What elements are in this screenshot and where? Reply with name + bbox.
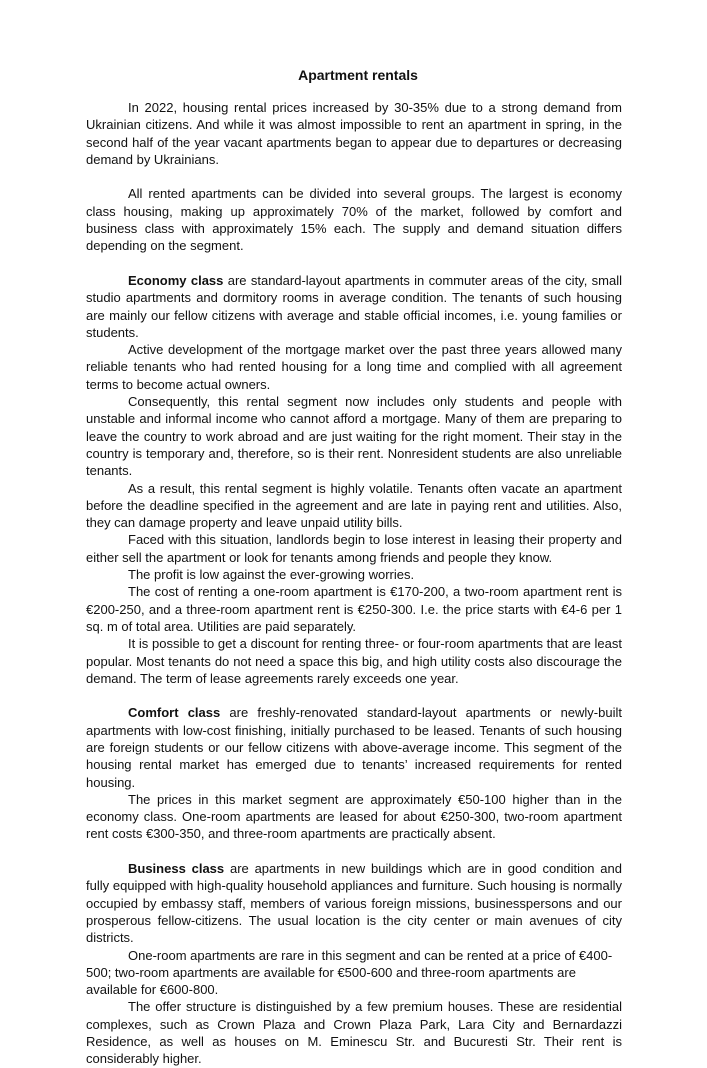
- business-paragraph-2: The offer structure is distinguished by a few premium houses. These are residential complexes, such as Crown Plaza and Crown Plaza Park, Lara City and Bernardazzi Residence, as well as houses on M. Eminescu Str. and Bucuresti Str. Their rent is considerably higher.: [86, 999, 622, 1067]
- comfort-class-heading: Comfort class: [128, 705, 221, 721]
- business-paragraph-1: One-room apartments are rare in this segment and can be rented at a price of €400-500; two-room apartments are available for €500-600 and three-room apartments are available for €600-800.: [86, 947, 613, 998]
- comfort-paragraph-1: The prices in this market segment are approximately €50-100 higher than in the economy class. One-room apartments are leased for about €250-300, two-room apartment rent costs €300-350, and three-room apartments are practically absent.: [86, 791, 622, 842]
- paragraph-gap: [86, 168, 622, 185]
- paragraph-gap: [86, 687, 622, 704]
- page-title: Apartment rentals: [298, 67, 418, 83]
- comfort-class-intro: [86, 704, 622, 790]
- economy-class-intro: [86, 272, 622, 341]
- comfort-class-lead: are freshly-renovated standard-layout apartments or newly-built apartments with low-cost finishing, initially purchased to be leased. Tenants of such housing are foreign students or our fellow citizens with above-average income. This segment of the housing rental market has emerged due to tenants’ increased requirements for rented housing.: [86, 705, 622, 790]
- business-class-heading: Business class: [128, 861, 225, 877]
- economy-paragraph-3: As a result, this rental segment is highly volatile. Tenants often vacate an apartment before the deadline specified in the agreement and are late in paying rent and utilities. Also, they can damage property and leave unpaid utility bills.: [86, 480, 622, 531]
- economy-class-heading: Economy class: [128, 272, 224, 288]
- economy-paragraph-4: Faced with this situation, landlords begin to lose interest in leasing their property and either sell the apartment or look for tenants among friends and people they know.: [86, 532, 622, 565]
- economy-paragraph-5: The profit is low against the ever-growing worries.: [128, 567, 415, 583]
- business-class-lead: are apartments in new buildings which are in good condition and fully equipped with high-quality household appliances and furniture. Such housing is normally occupied by embassy staff, members of various foreign missions, businesspersons and our prosperous fellow-citizens. The usual location is the city center or main avenues of city districts.: [86, 861, 622, 946]
- paragraph-gap: [86, 255, 622, 272]
- economy-paragraph-7: It is possible to get a discount for renting three- or four-room apartments that are least popular. Most tenants do not need a space this big, and high utility costs also discourage the demand. The term of lease agreements rarely exceeds one year.: [86, 636, 622, 686]
- economy-paragraph-2: Consequently, this rental segment now includes only students and people with unstable and informal income who cannot afford a mortgage. Many of them are preparing to leave the country to work abroad and are just waiting for the right moment. Their stay in the country is temporary and, therefore, so is their rent. Nonresident students are also unreliable tenants.: [86, 394, 622, 479]
- economy-paragraph-1: Active development of the mortgage market over the past three years allowed many reliable tenants who had rented housing for a long time and complied with all agreement terms to become actual owners.: [86, 342, 622, 392]
- economy-class-lead: are standard-layout apartments in commuter areas of the city, small studio apartments and dormitory rooms in average condition. The tenants of such housing are mainly our fellow citizens with average and stable official incomes, i.e. young families or students.: [86, 272, 623, 340]
- intro-paragraph-2: All rented apartments can be divided into several groups. The largest is economy class housing, making up approximately 70% of the market, followed by comfort and business class with approximately 15% each. The supply and demand situation differs depending on the segment.: [86, 186, 622, 254]
- business-class-intro: [86, 860, 622, 946]
- paragraph-gap: [86, 843, 622, 860]
- economy-paragraph-6: The cost of renting a one-room apartment is €170-200, a two-room apartment rent is €200-250, and a three-room apartment rent is €250-300. I.e. the price starts with €4-6 per 1 sq. m of total area. Utilities are paid separately.: [86, 584, 622, 634]
- intro-paragraph-1: In 2022, housing rental prices increased by 30-35% due to a strong demand from Ukrainian citizens. And while it was almost impossible to rent an apartment in spring, in the second half of the year vacant apartments began to appear due to departures or decreasing demand by Ukrainians.: [86, 100, 622, 167]
- document-page: [86, 66, 622, 1068]
